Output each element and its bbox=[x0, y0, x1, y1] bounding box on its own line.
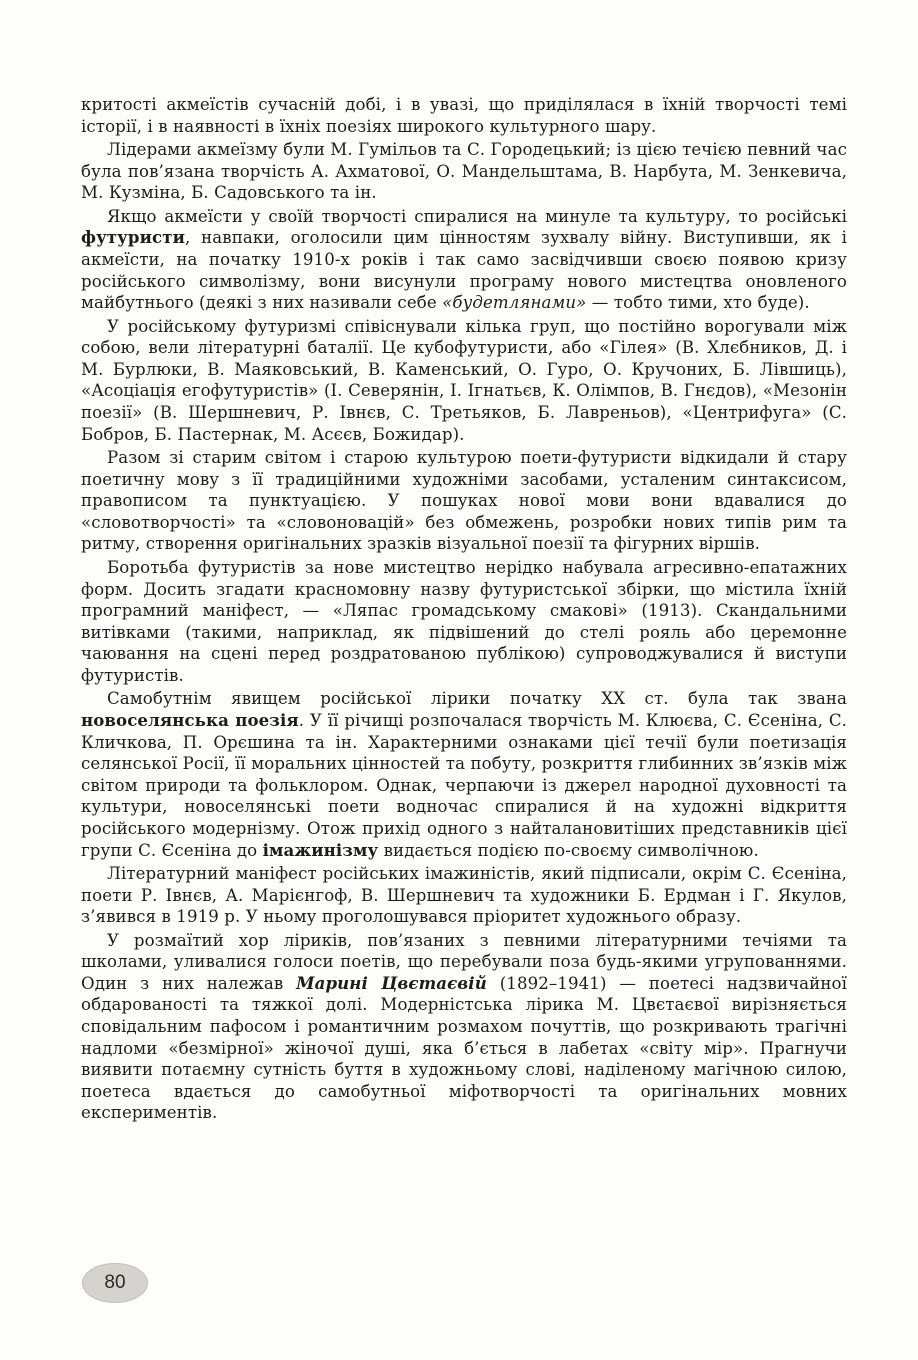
paragraph: Лідерами акмеїзму були М. Гумільов та С. Городецький; із цією течією певний час була пов’язана творчість А. Ахматової, О. Мандельштама, В. Нарбута, М. Зенкевича, М. Кузміна, Б. Садовського та ін. bbox=[81, 140, 847, 203]
paragraph bbox=[81, 206, 847, 314]
page-body bbox=[81, 94, 847, 1124]
paragraph bbox=[81, 688, 847, 861]
text-run: Якщо акмеїсти у своїй творчості спиралися на минуле та культуру, то російські bbox=[107, 206, 847, 226]
paragraph: Разом зі старим світом і старою культурою поети-футуристи відкидали й стару поетичну мову з її традиційними художніми засобами, усталеним синтаксисом, правописом та пунктуацією. У пошуках нової мови вони вдавалися до «словотворчості» та «словоновацій» без обмежень, розробки нових типів рим та ритму, створення оригінальних зразків візуальної поезії та фігурних віршів. bbox=[81, 448, 847, 554]
text-run: Самобутнім явищем російської лірики початку XX ст. була так звана bbox=[107, 689, 847, 709]
name-tsvetaieva-text: Марині Цвєтаєвій bbox=[296, 972, 487, 993]
text-run: — тобто тими, хто буде). bbox=[586, 293, 810, 313]
paragraph: критості акмеїстів сучасній добі, і в увазі, що приділялася в їхній творчості темі історії, і в наявності в їхніх поезіях широкого культурного шару. bbox=[81, 95, 847, 136]
paragraph: Літературний маніфест російських імажиністів, який підписали, окрім С. Єсеніна, поети Р. Івнєв, А. Марієнгоф, В. Шершневич та художники Б. Ердман і Г. Якулов, з’явився в 1919 р. У ньому проголошувався пріоритет художнього образу. bbox=[81, 864, 847, 927]
page-number: 80 bbox=[82, 1263, 148, 1303]
paragraph: Боротьба футуристів за нове мистецтво нерідко набувала агресивно-епатажних форм. Досить згадати красномовну назву футуристської збірки, що містила їхній програмний маніфест, — «Ляпас громадському смакові» (1913). Скандальними витівками (такими, наприклад, як підвішений до стелі рояль або церемонне чаювання на сцені перед роздратованою публікою) супроводжувалися й виступи футуристів. bbox=[81, 557, 847, 685]
term-imazhynizm: імажинізму bbox=[262, 839, 379, 860]
text-run: У розмаїтий хор ліриків, пов’язаних з певними літературними течіями та школами, уливалися голоси поетів, що перебували поза будь-якими угрупованнями. Один з них належав bbox=[81, 930, 847, 993]
name-tsvetaieva bbox=[296, 973, 487, 993]
text-run: , навпаки, оголосили цим цінностям зухвалу війну. Виступивши, як і акмеїсти, на початку 1910-х років і так само засвідчивши своєю появою кризу російського символізму, вони висунули програму нового мистецтва оновленого майбутнього (деякі з них називали себе bbox=[81, 228, 847, 313]
paragraph bbox=[81, 930, 847, 1124]
term-novoselianska-poeziia: новоселянська поезія bbox=[81, 709, 299, 730]
text-run: видається подією по-своєму символічною. bbox=[378, 840, 759, 860]
paragraph: У російському футуризмі співіснували кілька груп, що постійно ворогували між собою, вели літературні баталії. Це кубофутуристи, або «Гілея» (В. Хлєбников, Д. і М. Бурлюки, В. Маяковський, В. Каменський, О. Гуро, О. Кручоних, Б. Лівшиць), «Асоціація егофутуристів» (І. Северянін, І. Ігнатьєв, К. Олімпов, В. Гнєдов), «Мезонін поезії» (В. Шершневич, Р. Івнєв, С. Третьяков, Б. Лавреньов), «Центрифуга» (С. Бобров, Б. Пастернак, М. Асєєв, Божидар). bbox=[81, 316, 847, 444]
text-run: . У її річищі розпочалася творчість М. Клюєва, С. Єсеніна, С. Кличкова, П. Орєшина та ін. Характерними ознаками цієї течії були поетизація селянської Росії, її моральних цінностей та побуту, розкриття глибинних зв’язків між світом природи та фольклором. Однак, черпаючи із джерел народної духовності та культури, новоселянські поети водночас спиралися й на художні відкриття російського модернізму. Отож прихід одного з найталановитіших представників цієї групи С. Єсеніна до bbox=[81, 710, 847, 860]
text-run: (1892–1941) — поетесі надзвичайної обдарованості та тяжкої долі. Модерністська лірика М. Цвєтаєвої вирізняється сповідальним пафосом і романтичним розмахом почуттів, що розкривають трагічні надломи «безмірної» жіночої душі, яка б’ється в лабетах «світу мір». Прагнучи виявити потаємну сутність буття в художньому слові, наділеному магічною силою, поетеса вдається до самобутньої міфотворчості та оригінальних мовних експериментів. bbox=[81, 973, 847, 1123]
term-budetliany: «будетлянами» bbox=[442, 293, 587, 313]
term-futurists: футуристи bbox=[81, 227, 185, 248]
